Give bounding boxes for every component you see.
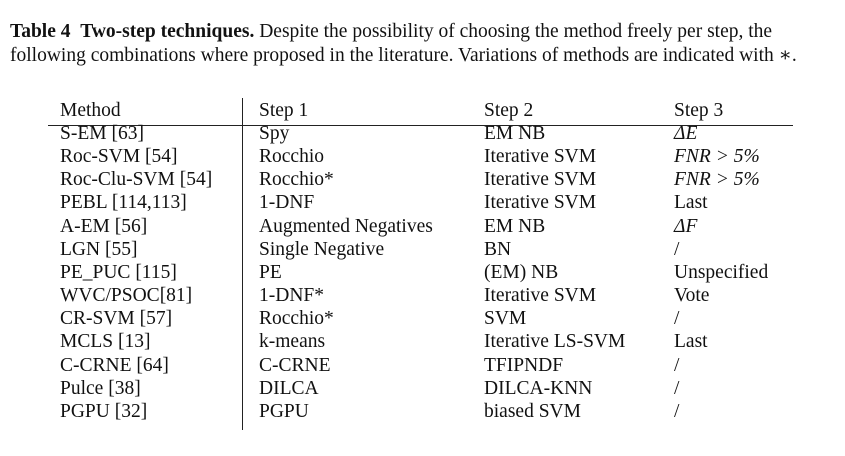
header-step-3: Step 3 (674, 100, 724, 121)
cell-method: LGN [55] (60, 238, 138, 260)
cell-step-2: EM NB (484, 215, 546, 237)
cell-step-1: 1-DNF* (259, 285, 325, 307)
table-header-row (48, 100, 793, 124)
header-method: Method (60, 100, 121, 121)
cell-step-1: k-means (259, 331, 326, 353)
cell-step-2: (EM) NB (484, 261, 559, 283)
cell-step-2: Iterative SVM (484, 146, 597, 168)
cell-step-3: / (674, 377, 680, 399)
cell-step-1: 1-DNF (259, 192, 315, 214)
cell-step-2: Iterative SVM (484, 169, 597, 191)
two-step-techniques-table (48, 98, 793, 428)
cell-step-2: biased SVM (484, 400, 581, 422)
cell-step-3: Unspecified (674, 261, 769, 283)
cell-step-3: ΔF (674, 215, 698, 237)
cell-step-2: Iterative LS-SVM (484, 331, 626, 353)
caption-text: Despite the possibility of choosing the method freely per step, the following combinations where proposed in the literature. Variations of methods are indicated with ∗. (10, 21, 797, 66)
cell-step-3: Last (674, 331, 708, 353)
cell-step-3: ΔE (674, 123, 698, 144)
cell-step-3: / (674, 238, 680, 260)
cell-step-3: / (674, 308, 680, 330)
header-step-1: Step 1 (259, 100, 309, 121)
cell-method: Roc-Clu-SVM [54] (60, 169, 213, 191)
cell-method: S-EM [63] (60, 123, 144, 144)
cell-step-2: Iterative SVM (484, 285, 597, 307)
cell-step-2: BN (484, 238, 512, 260)
cell-step-2: EM NB (484, 123, 546, 144)
table-caption (10, 20, 836, 67)
cell-method: Roc-SVM [54] (60, 146, 178, 168)
cell-method: WVC/PSOC[81] (60, 285, 193, 307)
cell-step-2: DILCA-KNN (484, 377, 593, 399)
cell-step-1: Rocchio (259, 146, 324, 168)
cell-step-3: / (674, 400, 680, 422)
cell-method: PGPU [32] (60, 400, 148, 422)
cell-method: Pulce [38] (60, 377, 141, 399)
cell-method: PE_PUC [115] (60, 261, 177, 283)
cell-step-1: Single Negative (259, 238, 385, 260)
cell-step-1: DILCA (259, 377, 319, 399)
cell-step-2: Iterative SVM (484, 192, 597, 214)
table-label: Table 4 (10, 21, 71, 42)
cell-step-1: Augmented Negatives (259, 215, 433, 237)
cell-step-3: / (674, 354, 680, 376)
cell-method: MCLS [13] (60, 331, 151, 353)
header-step-2: Step 2 (484, 100, 534, 121)
cell-step-1: C-CRNE (259, 354, 331, 376)
cell-step-3: FNR > 5% (674, 146, 760, 168)
cell-step-3: Last (674, 192, 708, 214)
cell-method: C-CRNE [64] (60, 354, 169, 376)
cell-step-1: Rocchio* (259, 169, 334, 191)
cell-step-1: Spy (259, 123, 290, 144)
cell-method: PEBL [114,113] (60, 192, 187, 214)
cell-step-3: FNR > 5% (674, 169, 760, 191)
cell-method: CR-SVM [57] (60, 308, 173, 330)
cell-step-1: PGPU (259, 400, 309, 422)
cell-step-2: SVM (484, 308, 527, 330)
cell-step-1: PE (259, 261, 282, 283)
cell-method: A-EM [56] (60, 215, 148, 237)
cell-step-1: Rocchio* (259, 308, 334, 330)
table-title: Two-step techniques. (80, 21, 255, 42)
cell-step-2: TFIPNDF (484, 354, 564, 376)
column-divider (242, 98, 243, 430)
cell-step-3: Vote (674, 285, 710, 307)
